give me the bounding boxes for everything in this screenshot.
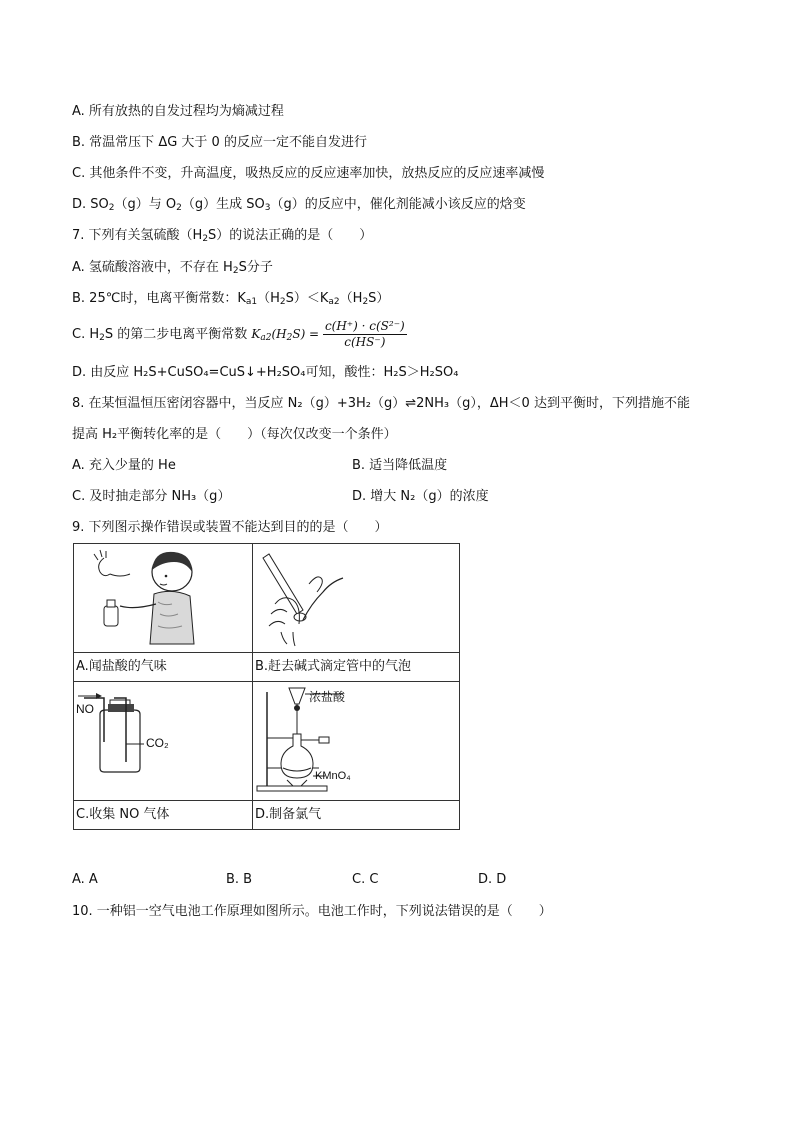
q6-option-a: A. 所有放热的自发过程均为熵减过程: [72, 104, 284, 119]
q7-a-post: S分子: [238, 260, 273, 275]
label-hcl: 浓盐酸: [309, 690, 346, 704]
figure-d-chlorine-apparatus-illustration: [253, 682, 459, 800]
figure-d-cell: [253, 682, 460, 801]
figure-d-caption: D.制备氯气: [253, 801, 460, 830]
q7-option-a: A. 氢硫酸溶液中，不存在 $H_2S$分子: [72, 260, 273, 276]
q9-figure-table: [73, 543, 460, 830]
q10-stem: 10. 一种铝一空气电池工作原理如图所示。电池工作时，下列说法错误的是（ ）: [72, 904, 552, 919]
label-no: NO: [76, 702, 94, 716]
q7-stem-pre: 7. 下列有关氢硫酸（H: [72, 228, 203, 243]
q6-option-d: D. $SO_2(g)$与 $O_2(g)$生成 $SO_3(g)$的反应中，催化剂能减小该反应的焓变: [72, 197, 526, 213]
q8-option-b: B. 适当降低温度: [352, 458, 448, 473]
q6-d-mid2: （g）生成 SO: [181, 197, 265, 212]
q7-stem-post: S）的说法正确的是（ ）: [208, 228, 373, 243]
figure-b-burette-illustration: [253, 544, 459, 652]
q6-option-c: C. 其他条件不变，升高温度，吸热反应的反应速率加快，放热反应的反应速率减慢: [72, 166, 545, 181]
figure-a-cell: [74, 544, 253, 653]
figure-b-caption: B.赶去碱式滴定管中的气泡: [253, 653, 460, 682]
q7-c-numerator: c(H⁺) · c(S²⁻): [324, 319, 405, 333]
q7-c-lhs: $K_{a2}(H_2S)$ =: [251, 327, 323, 343]
label-co2: CO₂: [146, 736, 169, 750]
q7-b-mid1: （H: [257, 291, 280, 306]
q7-c-denominator: c(HS⁻): [344, 335, 386, 349]
q8-stem-line2: 提高 H₂平衡转化率的是（ ）（每次仅改变一个条件）: [72, 427, 397, 442]
q7-c-fraction: [323, 319, 407, 350]
q7-a-pre: A. 氢硫酸溶液中，不存在 H: [72, 260, 233, 275]
figure-a-caption: A.闻盐酸的气味: [74, 653, 253, 682]
q9-option-d: D. D: [478, 872, 507, 887]
q6-option-b: B. 常温常压下 ΔG 大于 0 的反应一定不能自发进行: [72, 135, 367, 150]
q6-d-post: （g）的反应中，催化剂能减小该反应的焓变: [270, 197, 526, 212]
q6-d-mid1: （g）与 O: [114, 197, 177, 212]
q7-c-post: S 的第二步电离平衡常数: [104, 327, 248, 342]
figure-c-caption: C.收集 NO 气体: [74, 801, 253, 830]
q7-option-c: C. $H_2S$ 的第二步电离平衡常数 $K_{a2}(H_2S)$ = $\frac{\text{c(H⁺) · c(S²⁻)}}{c(HS^-)}$: [72, 319, 405, 349]
q7-b-pre: B. 25℃时，电离平衡常数：K: [72, 291, 246, 306]
q9-stem: 9. 下列图示操作错误或装置不能达到目的的是（ ）: [72, 520, 388, 535]
q7-b-mid3: （H: [339, 291, 363, 306]
q7-b-post: S）: [368, 291, 390, 306]
figure-c-cell: [74, 682, 253, 801]
figure-a-smelling-illustration: [74, 544, 252, 652]
q8-option-c: C. 及时抽走部分 NH₃（g）: [72, 489, 231, 504]
q7-stem: 7. 下列有关氢硫酸$(H_2S)$的说法正确的是（ ）: [72, 228, 373, 244]
q7-b-mid2: S）＜K: [285, 291, 329, 306]
q9-option-a: A. A: [72, 872, 98, 887]
q7-option-b: B. 25℃时，电离平衡常数：$K_{a1}(H_2S)<K_{a2}(H_2S)$: [72, 291, 390, 307]
q9-option-b: B. B: [226, 872, 253, 887]
q8-stem-line1: 8. 在某恒温恒压密闭容器中，当反应 N₂（g）+3H₂（g）⇌2NH₃（g），ΔH＜0 达到平衡时，下列措施不能: [72, 396, 690, 411]
q8-option-a: A. 充入少量的 He: [72, 458, 176, 473]
q6-d-pre: D. SO: [72, 197, 109, 212]
q9-option-c: C. C: [352, 872, 379, 887]
figure-b-cell: [253, 544, 460, 653]
q8-option-d: D. 增大 N₂（g）的浓度: [352, 489, 489, 504]
label-kmno4: KMnO₄: [315, 770, 351, 782]
q7-option-d: D. 由反应 H₂S+CuSO₄=CuS↓+H₂SO₄可知，酸性：H₂S＞H₂SO₄: [72, 365, 459, 380]
q7-c-pre: C. H: [72, 327, 100, 342]
